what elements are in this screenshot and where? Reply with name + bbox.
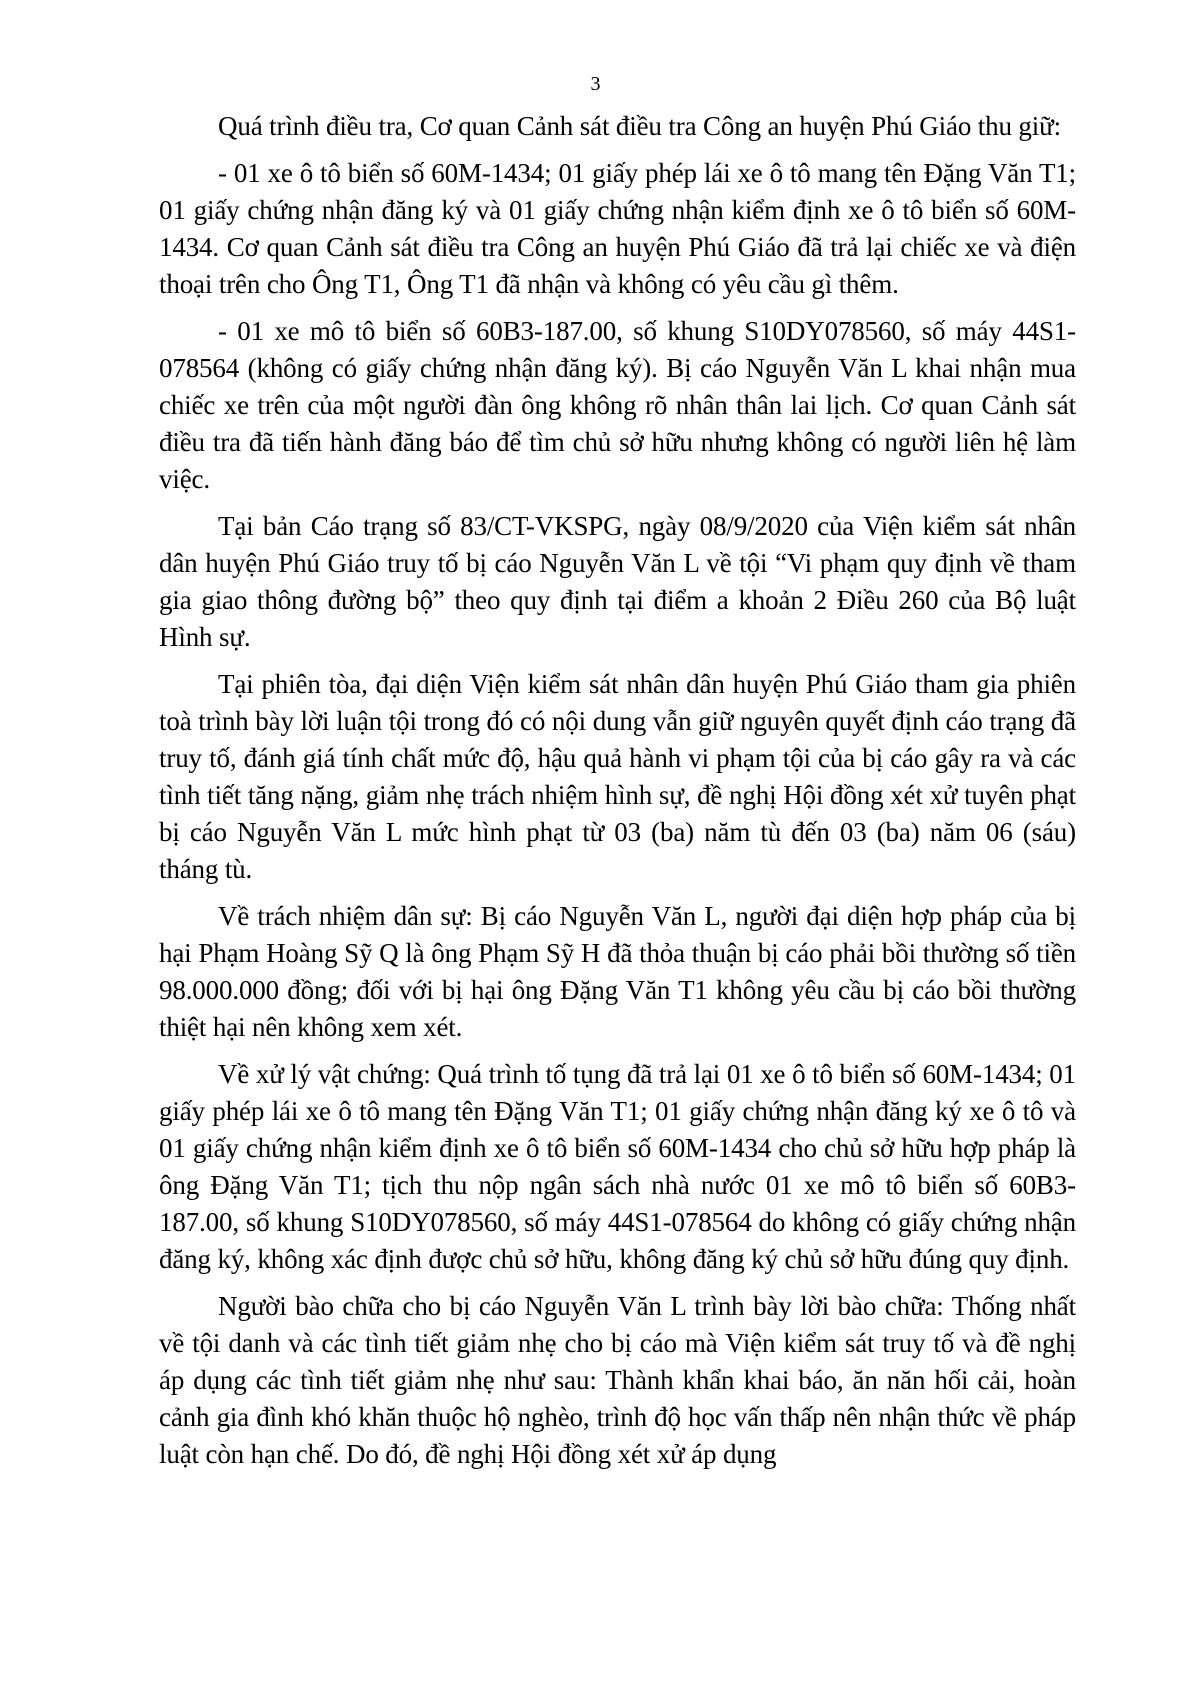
- page-number: 3: [590, 73, 601, 95]
- paragraph-defense-counsel: Người bào chữa cho bị cáo Nguyễn Văn L trình bày lời bào chữa: Thống nhất về tội danh và các tình tiết giảm nhẹ cho bị cáo mà Viện kiểm sát truy tố và đề nghị áp dụng các tình tiết giảm nhẹ như sau: Thành khẩn khai báo, ăn năn hối cải, hoàn cảnh gia đình khó khăn thuộc hộ nghèo, trình độ học vấn thấp nên nhận thức về pháp luật còn hạn chế. Do đó, đề nghị Hội đồng xét xử áp dụng: [159, 1291, 1076, 1469]
- paragraph-prosecutor-argument: Tại phiên tòa, đại diện Viện kiểm sát nhân dân huyện Phú Giáo tham gia phiên toà trình bày lời luận tội trong đó có nội dung vẫn giữ nguyên quyết định cáo trạng đã truy tố, đánh giá tính chất mức độ, hậu quả hành vi phạm tội của bị cáo gây ra và các tình tiết tăng nặng, giảm nhẹ trách nhiệm hình sự, đề nghị Hội đồng xét xử tuyên phạt bị cáo Nguyễn Văn L mức hình phạt từ 03 (ba) năm tù đến 03 (ba) năm 06 (sáu) tháng tù.: [159, 669, 1076, 884]
- paragraph-seized-items-intro: Quá trình điều tra, Cơ quan Cảnh sát điều tra Công an huyện Phú Giáo thu giữ:: [218, 111, 1061, 141]
- document-body: [159, 108, 1076, 1483]
- paragraph-motorbike-evidence: - 01 xe mô tô biển số 60B3-187.00, số khung S10DY078560, số máy 44S1-078564 (không có giấy chứng nhận đăng ký). Bị cáo Nguyễn Văn L khai nhận mua chiếc xe trên của một người đàn ông không rõ nhân thân lai lịch. Cơ quan Cảnh sát điều tra đã tiến hành đăng báo để tìm chủ sở hữu nhưng không có người liên hệ làm việc.: [159, 316, 1076, 494]
- paragraph-car-evidence: - 01 xe ô tô biển số 60M-1434; 01 giấy phép lái xe ô tô mang tên Đặng Văn T1; 01 giấy chứng nhận đăng ký và 01 giấy chứng nhận kiểm định xe ô tô biển số 60M-1434. Cơ quan Cảnh sát điều tra Công an huyện Phú Giáo đã trả lại chiếc xe và điện thoại trên cho Ông T1, Ông T1 đã nhận và không có yêu cầu gì thêm.: [159, 158, 1076, 299]
- paragraph-evidence-handling: Về xử lý vật chứng: Quá trình tố tụng đã trả lại 01 xe ô tô biển số 60M-1434; 01 giấy phép lái xe ô tô mang tên Đặng Văn T1; 01 giấy chứng nhận đăng ký xe ô tô và 01 giấy chứng nhận kiểm định xe ô tô biển số 60M-1434 cho chủ sở hữu hợp pháp là ông Đặng Văn T1; tịch thu nộp ngân sách nhà nước 01 xe mô tô biển số 60B3-187.00, số khung S10DY078560, số máy 44S1-078564 do không có giấy chứng nhận đăng ký, không xác định được chủ sở hữu, không đăng ký chủ sở hữu đúng quy định.: [159, 1059, 1076, 1274]
- paragraph-civil-liability: Về trách nhiệm dân sự: Bị cáo Nguyễn Văn L, người đại diện hợp pháp của bị hại Phạm Hoàng Sỹ Q là ông Phạm Sỹ H đã thỏa thuận bị cáo phải bồi thường số tiền 98.000.000 đồng; đối với bị hại ông Đặng Văn T1 không yêu cầu bị cáo bồi thường thiệt hại nên không xem xét.: [159, 901, 1076, 1042]
- paragraph-indictment: Tại bản Cáo trạng số 83/CT-VKSPG, ngày 08/9/2020 của Viện kiểm sát nhân dân huyện Phú Giáo truy tố bị cáo Nguyễn Văn L về tội “Vi phạm quy định về tham gia giao thông đường bộ” theo quy định tại điểm a khoản 2 Điều 260 của Bộ luật Hình sự.: [159, 511, 1076, 652]
